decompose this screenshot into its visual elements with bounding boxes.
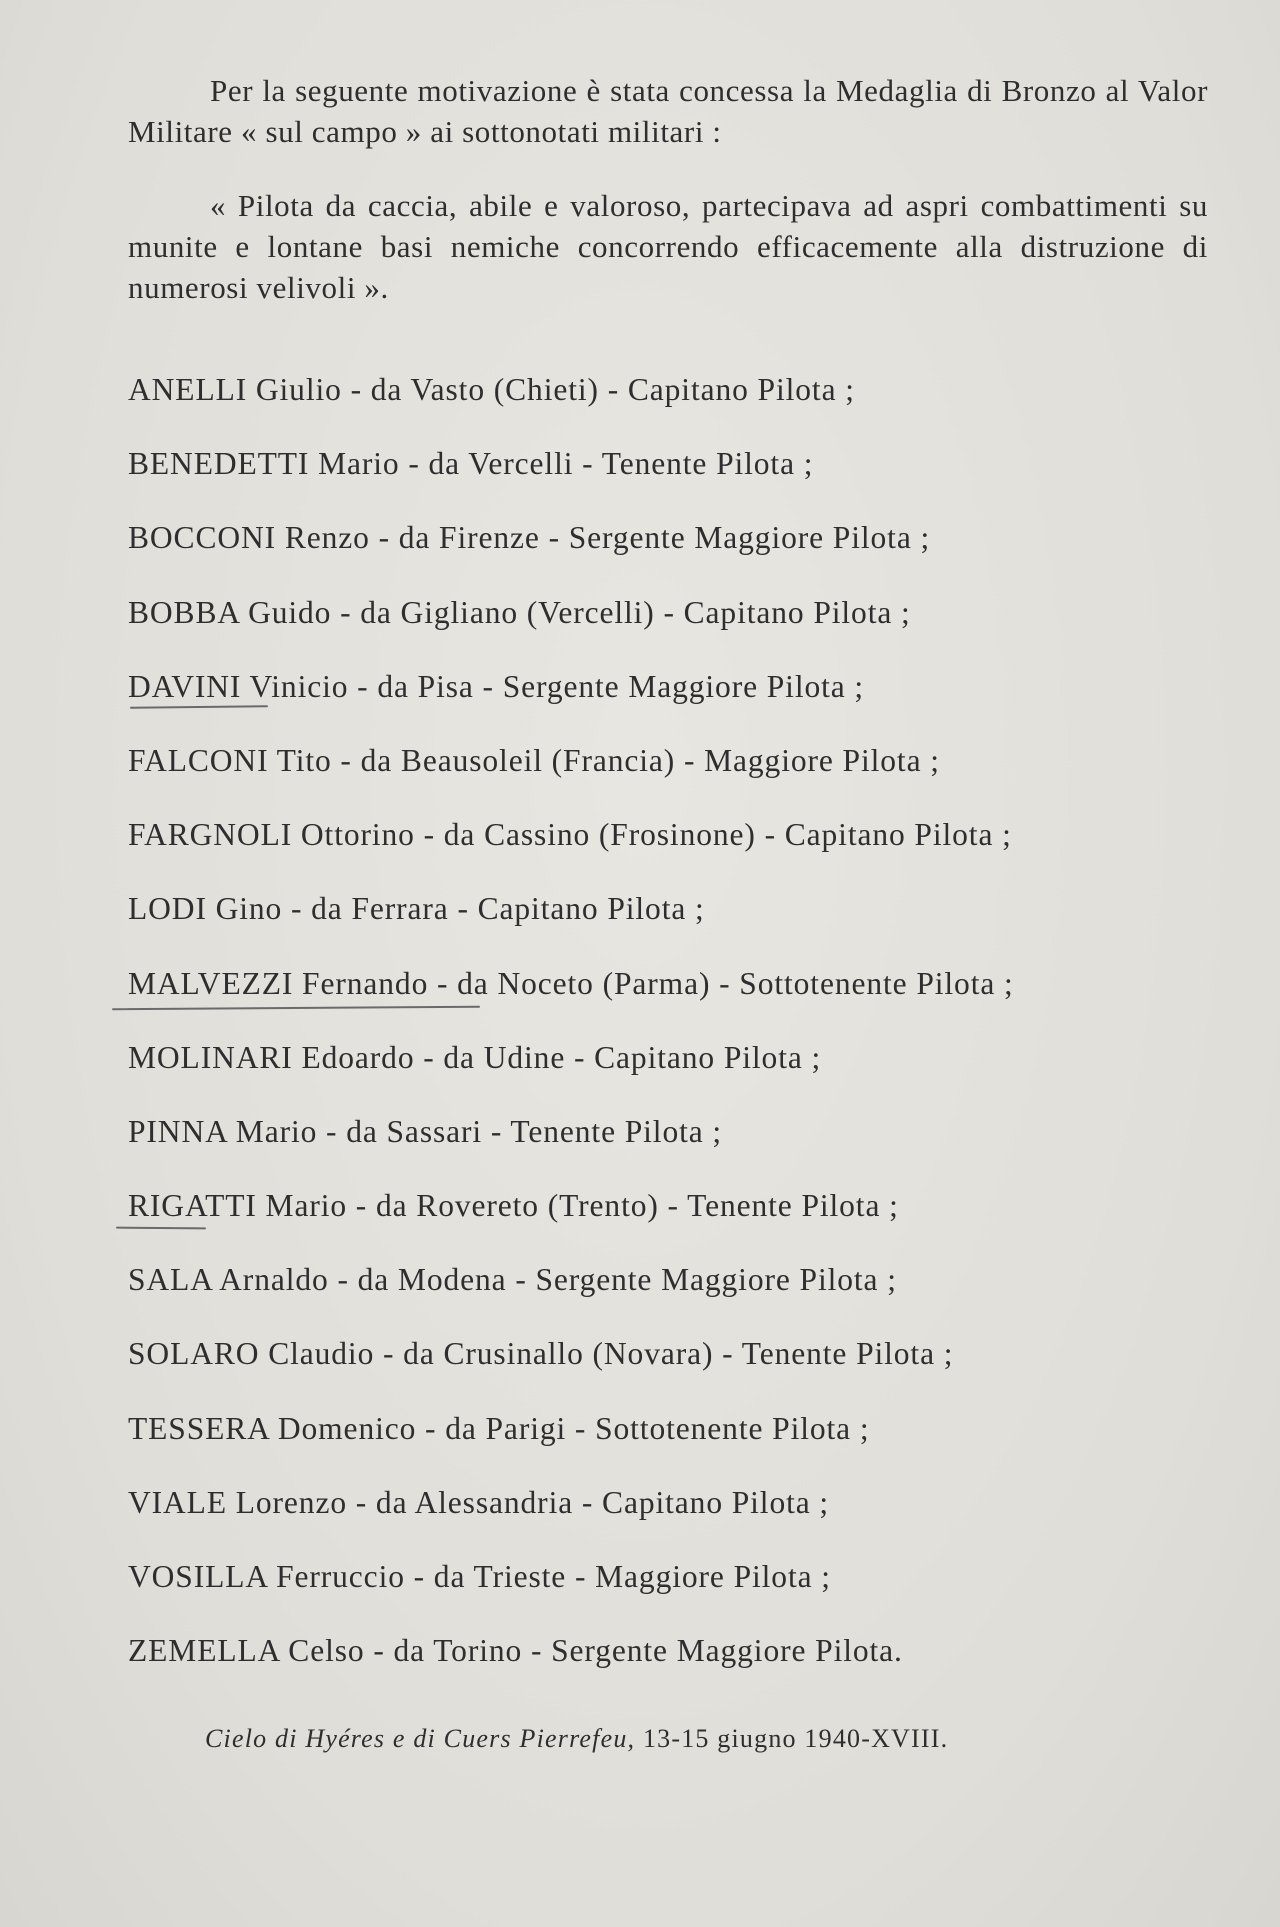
closing-date: 13-15 giugno 1940-XVIII. [642, 1724, 949, 1753]
recipient-malvezzi: MALVEZZI Fernando - da Noceto (Parma) - Sottotenente Pilota ; [128, 965, 1014, 1001]
recipient-vosilla: VOSILLA Ferruccio - da Trieste - Maggiore Pilota ; [128, 1559, 831, 1594]
recipient-benedetti: BENEDETTI Mario - da Vercelli - Tenente Pilota ; [128, 446, 814, 482]
recipient-solaro: SOLARO Claudio - da Crusinallo (Novara) - Tenente Pilota ; [128, 1336, 954, 1372]
recipient-fargnoli: FARGNOLI Ottorino - da Cassino (Frosinone) - Capitano Pilota ; [128, 817, 1012, 853]
recipient-tessera: TESSERA Domenico - da Parigi - Sottotenente Pilota ; [128, 1410, 870, 1446]
recipient-anelli: ANELLI Giulio - da Vasto (Chieti) - Capitano Pilota ; [128, 372, 855, 407]
closing-place: Cielo di Hyéres e di Cuers Pierrefeu, [205, 1724, 636, 1753]
recipient-pinna: PINNA Mario - da Sassari - Tenente Pilota ; [128, 1113, 723, 1149]
recipient-viale: VIALE Lorenzo - da Alessandria - Capitano Pilota ; [128, 1484, 830, 1520]
recipient-molinari: MOLINARI Edoardo - da Udine - Capitano Pilota ; [128, 1039, 822, 1075]
recipient-bobba: BOBBA Guido - da Gigliano (Vercelli) - Capitano Pilota ; [128, 594, 911, 630]
closing-line [205, 1724, 948, 1754]
recipient-list [128, 370, 1228, 1705]
recipient-rigatti: RIGATTI Mario - da Rovereto (Trento) - Tenente Pilota ; [128, 1188, 899, 1224]
citation-paragraph: « Pilota da caccia, abile e valoroso, partecipava ad aspri combattimenti su munite e lontane basi nemiche concorrendo efficacemente alla distruzione di numerosi velivoli ». [128, 188, 1208, 305]
recipient-bocconi: BOCCONI Renzo - da Firenze - Sergente Maggiore Pilota ; [128, 520, 931, 556]
recipient-zemella: ZEMELLA Celso - da Torino - Sergente Maggiore Pilota. [128, 1633, 903, 1669]
recipient-sala: SALA Arnaldo - da Modena - Sergente Maggiore Pilota ; [128, 1262, 897, 1298]
recipient-davini: DAVINI Vinicio - da Pisa - Sergente Maggiore Pilota ; [128, 668, 865, 704]
recipient-lodi: LODI Gino - da Ferrara - Capitano Pilota ; [128, 891, 705, 927]
intro-paragraph: Per la seguente motivazione è stata concessa la Medaglia di Bronzo al Valor Militare « sul campo » ai sottonotati militari : [128, 73, 1208, 149]
recipient-falconi: FALCONI Tito - da Beausoleil (Francia) - Maggiore Pilota ; [128, 742, 940, 778]
